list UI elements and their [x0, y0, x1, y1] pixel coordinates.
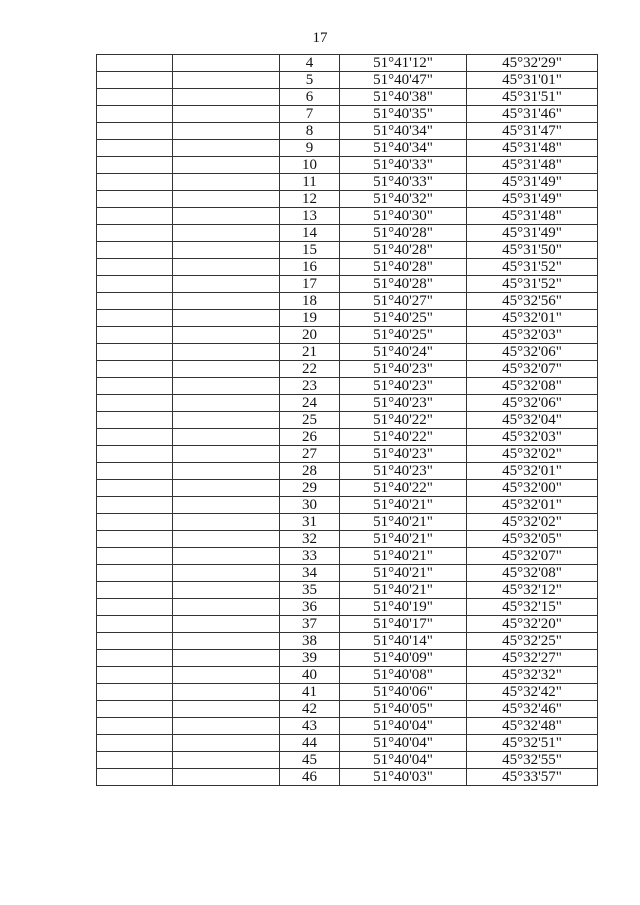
- longitude-cell: 45°31'47": [467, 123, 598, 140]
- empty-cell: [97, 735, 173, 752]
- point-number-cell: 40: [280, 667, 340, 684]
- latitude-cell: 51°40'33": [340, 174, 467, 191]
- table-row: [97, 429, 598, 446]
- empty-cell: [173, 327, 280, 344]
- point-number-cell: 32: [280, 531, 340, 548]
- latitude-cell: 51°40'06": [340, 684, 467, 701]
- longitude-cell: 45°32'55": [467, 752, 598, 769]
- point-number-cell: 22: [280, 361, 340, 378]
- point-number-cell: 20: [280, 327, 340, 344]
- empty-cell: [173, 582, 280, 599]
- latitude-cell: 51°40'22": [340, 412, 467, 429]
- point-number-cell: 9: [280, 140, 340, 157]
- longitude-cell: 45°32'20": [467, 616, 598, 633]
- table-row: [97, 735, 598, 752]
- empty-cell: [97, 395, 173, 412]
- empty-cell: [97, 412, 173, 429]
- table-row: [97, 565, 598, 582]
- latitude-cell: 51°40'09": [340, 650, 467, 667]
- longitude-cell: 45°32'07": [467, 548, 598, 565]
- empty-cell: [97, 72, 173, 89]
- table-row: [97, 463, 598, 480]
- empty-cell: [97, 701, 173, 718]
- point-number-cell: 4: [280, 55, 340, 72]
- latitude-cell: 51°40'22": [340, 480, 467, 497]
- table-row: [97, 157, 598, 174]
- table-row: [97, 191, 598, 208]
- longitude-cell: 45°32'51": [467, 735, 598, 752]
- point-number-cell: 45: [280, 752, 340, 769]
- empty-cell: [173, 667, 280, 684]
- empty-cell: [173, 259, 280, 276]
- longitude-cell: 45°31'49": [467, 225, 598, 242]
- longitude-cell: 45°32'02": [467, 446, 598, 463]
- longitude-cell: 45°32'46": [467, 701, 598, 718]
- longitude-cell: 45°31'49": [467, 174, 598, 191]
- empty-cell: [97, 106, 173, 123]
- longitude-cell: 45°31'50": [467, 242, 598, 259]
- latitude-cell: 51°40'25": [340, 310, 467, 327]
- point-number-cell: 29: [280, 480, 340, 497]
- point-number-cell: 28: [280, 463, 340, 480]
- table-row: [97, 106, 598, 123]
- table-row: [97, 208, 598, 225]
- latitude-cell: 51°40'21": [340, 514, 467, 531]
- table-row: [97, 55, 598, 72]
- empty-cell: [97, 276, 173, 293]
- longitude-cell: 45°31'48": [467, 140, 598, 157]
- longitude-cell: 45°33'57": [467, 769, 598, 786]
- empty-cell: [173, 497, 280, 514]
- longitude-cell: 45°32'07": [467, 361, 598, 378]
- longitude-cell: 45°32'01": [467, 310, 598, 327]
- empty-cell: [97, 650, 173, 667]
- table-row: [97, 89, 598, 106]
- point-number-cell: 8: [280, 123, 340, 140]
- table-row: [97, 174, 598, 191]
- latitude-cell: 51°40'23": [340, 463, 467, 480]
- longitude-cell: 45°32'48": [467, 718, 598, 735]
- point-number-cell: 23: [280, 378, 340, 395]
- table-row: [97, 344, 598, 361]
- table-row: [97, 395, 598, 412]
- empty-cell: [173, 140, 280, 157]
- empty-cell: [173, 684, 280, 701]
- table-row: [97, 514, 598, 531]
- table-row: [97, 582, 598, 599]
- empty-cell: [97, 480, 173, 497]
- longitude-cell: 45°32'01": [467, 497, 598, 514]
- point-number-cell: 12: [280, 191, 340, 208]
- empty-cell: [97, 667, 173, 684]
- empty-cell: [173, 599, 280, 616]
- table-row: [97, 72, 598, 89]
- empty-cell: [173, 208, 280, 225]
- page-number: 17: [312, 30, 328, 46]
- empty-cell: [97, 548, 173, 565]
- empty-cell: [173, 633, 280, 650]
- longitude-cell: 45°32'03": [467, 429, 598, 446]
- longitude-cell: 45°32'01": [467, 463, 598, 480]
- empty-cell: [173, 89, 280, 106]
- latitude-cell: 51°40'22": [340, 429, 467, 446]
- latitude-cell: 51°40'28": [340, 276, 467, 293]
- table-row: [97, 684, 598, 701]
- empty-cell: [97, 718, 173, 735]
- latitude-cell: 51°40'34": [340, 140, 467, 157]
- empty-cell: [173, 514, 280, 531]
- table-row: [97, 718, 598, 735]
- table-row: [97, 446, 598, 463]
- empty-cell: [173, 429, 280, 446]
- table-row: [97, 140, 598, 157]
- latitude-cell: 51°40'04": [340, 718, 467, 735]
- longitude-cell: 45°32'06": [467, 344, 598, 361]
- empty-cell: [97, 191, 173, 208]
- longitude-cell: 45°32'12": [467, 582, 598, 599]
- latitude-cell: 51°40'21": [340, 565, 467, 582]
- latitude-cell: 51°40'03": [340, 769, 467, 786]
- empty-cell: [97, 225, 173, 242]
- table-row: [97, 225, 598, 242]
- latitude-cell: 51°40'23": [340, 395, 467, 412]
- longitude-cell: 45°31'48": [467, 208, 598, 225]
- longitude-cell: 45°32'04": [467, 412, 598, 429]
- empty-cell: [173, 361, 280, 378]
- table-row: [97, 310, 598, 327]
- latitude-cell: 51°40'47": [340, 72, 467, 89]
- point-number-cell: 13: [280, 208, 340, 225]
- table-row: [97, 616, 598, 633]
- latitude-cell: 51°40'14": [340, 633, 467, 650]
- empty-cell: [173, 378, 280, 395]
- table-row: [97, 497, 598, 514]
- point-number-cell: 21: [280, 344, 340, 361]
- table-row: [97, 293, 598, 310]
- table-row: [97, 650, 598, 667]
- latitude-cell: 51°40'05": [340, 701, 467, 718]
- empty-cell: [97, 361, 173, 378]
- empty-cell: [173, 310, 280, 327]
- longitude-cell: 45°31'01": [467, 72, 598, 89]
- table-row: [97, 548, 598, 565]
- table-row: [97, 633, 598, 650]
- longitude-cell: 45°31'52": [467, 259, 598, 276]
- empty-cell: [173, 72, 280, 89]
- point-number-cell: 37: [280, 616, 340, 633]
- empty-cell: [173, 242, 280, 259]
- empty-cell: [173, 735, 280, 752]
- empty-cell: [173, 718, 280, 735]
- point-number-cell: 25: [280, 412, 340, 429]
- empty-cell: [173, 293, 280, 310]
- longitude-cell: 45°32'08": [467, 565, 598, 582]
- point-number-cell: 35: [280, 582, 340, 599]
- longitude-cell: 45°32'25": [467, 633, 598, 650]
- empty-cell: [97, 684, 173, 701]
- empty-cell: [173, 106, 280, 123]
- longitude-cell: 45°31'52": [467, 276, 598, 293]
- empty-cell: [173, 769, 280, 786]
- empty-cell: [97, 429, 173, 446]
- empty-cell: [173, 446, 280, 463]
- point-number-cell: 24: [280, 395, 340, 412]
- latitude-cell: 51°40'19": [340, 599, 467, 616]
- empty-cell: [97, 140, 173, 157]
- empty-cell: [173, 565, 280, 582]
- table-row: [97, 701, 598, 718]
- point-number-cell: 14: [280, 225, 340, 242]
- empty-cell: [97, 378, 173, 395]
- empty-cell: [97, 582, 173, 599]
- latitude-cell: 51°40'04": [340, 735, 467, 752]
- table-row: [97, 327, 598, 344]
- empty-cell: [97, 310, 173, 327]
- latitude-cell: 51°40'28": [340, 259, 467, 276]
- table-row: [97, 769, 598, 786]
- longitude-cell: 45°32'05": [467, 531, 598, 548]
- empty-cell: [173, 650, 280, 667]
- empty-cell: [97, 514, 173, 531]
- point-number-cell: 10: [280, 157, 340, 174]
- latitude-cell: 51°40'33": [340, 157, 467, 174]
- point-number-cell: 26: [280, 429, 340, 446]
- point-number-cell: 36: [280, 599, 340, 616]
- empty-cell: [173, 344, 280, 361]
- empty-cell: [173, 548, 280, 565]
- longitude-cell: 45°32'27": [467, 650, 598, 667]
- longitude-cell: 45°31'49": [467, 191, 598, 208]
- point-number-cell: 42: [280, 701, 340, 718]
- table-row: [97, 123, 598, 140]
- longitude-cell: 45°32'56": [467, 293, 598, 310]
- empty-cell: [173, 157, 280, 174]
- latitude-cell: 51°40'21": [340, 582, 467, 599]
- point-number-cell: 33: [280, 548, 340, 565]
- empty-cell: [173, 174, 280, 191]
- empty-cell: [173, 225, 280, 242]
- point-number-cell: 16: [280, 259, 340, 276]
- longitude-cell: 45°31'51": [467, 89, 598, 106]
- point-number-cell: 44: [280, 735, 340, 752]
- empty-cell: [97, 55, 173, 72]
- empty-cell: [97, 497, 173, 514]
- latitude-cell: 51°40'32": [340, 191, 467, 208]
- empty-cell: [97, 531, 173, 548]
- point-number-cell: 17: [280, 276, 340, 293]
- longitude-cell: 45°32'03": [467, 327, 598, 344]
- empty-cell: [173, 531, 280, 548]
- latitude-cell: 51°40'30": [340, 208, 467, 225]
- latitude-cell: 51°40'38": [340, 89, 467, 106]
- empty-cell: [97, 752, 173, 769]
- table-row: [97, 378, 598, 395]
- point-number-cell: 27: [280, 446, 340, 463]
- latitude-cell: 51°40'23": [340, 446, 467, 463]
- point-number-cell: 6: [280, 89, 340, 106]
- latitude-cell: 51°40'35": [340, 106, 467, 123]
- empty-cell: [173, 412, 280, 429]
- table-row: [97, 667, 598, 684]
- latitude-cell: 51°40'21": [340, 548, 467, 565]
- empty-cell: [97, 174, 173, 191]
- latitude-cell: 51°40'21": [340, 497, 467, 514]
- empty-cell: [97, 344, 173, 361]
- empty-cell: [173, 752, 280, 769]
- point-number-cell: 5: [280, 72, 340, 89]
- empty-cell: [97, 208, 173, 225]
- latitude-cell: 51°40'28": [340, 225, 467, 242]
- point-number-cell: 41: [280, 684, 340, 701]
- empty-cell: [97, 157, 173, 174]
- point-number-cell: 11: [280, 174, 340, 191]
- point-number-cell: 34: [280, 565, 340, 582]
- empty-cell: [97, 446, 173, 463]
- empty-cell: [97, 89, 173, 106]
- point-number-cell: 43: [280, 718, 340, 735]
- point-number-cell: 18: [280, 293, 340, 310]
- point-number-cell: 19: [280, 310, 340, 327]
- empty-cell: [173, 191, 280, 208]
- latitude-cell: 51°40'34": [340, 123, 467, 140]
- latitude-cell: 51°40'25": [340, 327, 467, 344]
- latitude-cell: 51°40'23": [340, 378, 467, 395]
- longitude-cell: 45°32'08": [467, 378, 598, 395]
- table-row: [97, 599, 598, 616]
- empty-cell: [173, 276, 280, 293]
- empty-cell: [97, 769, 173, 786]
- empty-cell: [97, 293, 173, 310]
- empty-cell: [97, 242, 173, 259]
- latitude-cell: 51°40'17": [340, 616, 467, 633]
- table-row: [97, 361, 598, 378]
- empty-cell: [173, 616, 280, 633]
- empty-cell: [97, 633, 173, 650]
- empty-cell: [97, 599, 173, 616]
- empty-cell: [173, 55, 280, 72]
- latitude-cell: 51°40'27": [340, 293, 467, 310]
- point-number-cell: 38: [280, 633, 340, 650]
- empty-cell: [173, 480, 280, 497]
- point-number-cell: 39: [280, 650, 340, 667]
- point-number-cell: 7: [280, 106, 340, 123]
- longitude-cell: 45°32'06": [467, 395, 598, 412]
- longitude-cell: 45°32'42": [467, 684, 598, 701]
- empty-cell: [97, 565, 173, 582]
- empty-cell: [173, 701, 280, 718]
- table-row: [97, 242, 598, 259]
- longitude-cell: 45°31'46": [467, 106, 598, 123]
- table-row: [97, 531, 598, 548]
- latitude-cell: 51°40'28": [340, 242, 467, 259]
- empty-cell: [173, 463, 280, 480]
- empty-cell: [173, 395, 280, 412]
- latitude-cell: 51°40'08": [340, 667, 467, 684]
- latitude-cell: 51°41'12": [340, 55, 467, 72]
- longitude-cell: 45°32'15": [467, 599, 598, 616]
- empty-cell: [173, 123, 280, 140]
- table-row: [97, 752, 598, 769]
- empty-cell: [97, 259, 173, 276]
- table-row: [97, 412, 598, 429]
- empty-cell: [97, 616, 173, 633]
- empty-cell: [97, 123, 173, 140]
- longitude-cell: 45°32'29": [467, 55, 598, 72]
- empty-cell: [97, 327, 173, 344]
- latitude-cell: 51°40'23": [340, 361, 467, 378]
- coordinates-table-body: [97, 55, 598, 786]
- longitude-cell: 45°31'48": [467, 157, 598, 174]
- latitude-cell: 51°40'21": [340, 531, 467, 548]
- point-number-cell: 30: [280, 497, 340, 514]
- point-number-cell: 15: [280, 242, 340, 259]
- longitude-cell: 45°32'02": [467, 514, 598, 531]
- longitude-cell: 45°32'32": [467, 667, 598, 684]
- coordinates-table: [96, 54, 598, 786]
- table-row: [97, 276, 598, 293]
- point-number-cell: 31: [280, 514, 340, 531]
- longitude-cell: 45°32'00": [467, 480, 598, 497]
- latitude-cell: 51°40'24": [340, 344, 467, 361]
- latitude-cell: 51°40'04": [340, 752, 467, 769]
- table-row: [97, 259, 598, 276]
- table-row: [97, 480, 598, 497]
- point-number-cell: 46: [280, 769, 340, 786]
- empty-cell: [97, 463, 173, 480]
